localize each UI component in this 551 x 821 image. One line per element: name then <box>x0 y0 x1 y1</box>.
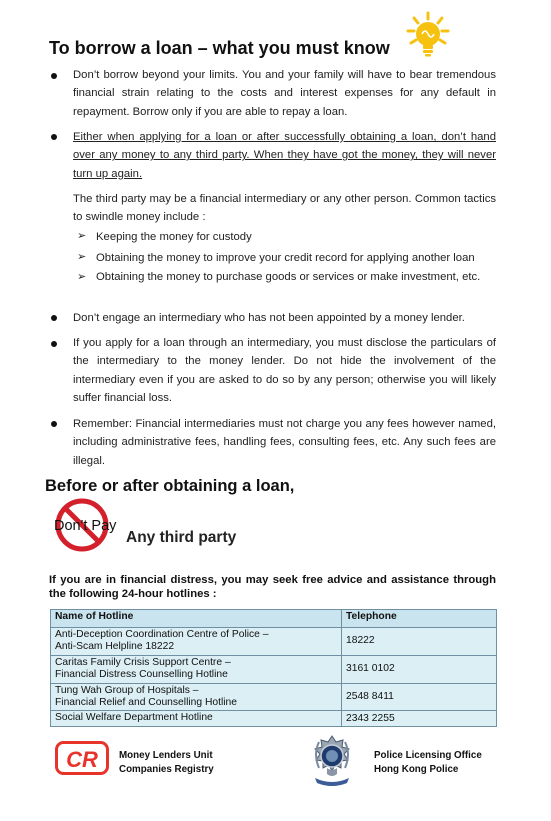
arrow-bullet-icon: ➢ <box>77 230 87 242</box>
hotline-name-cell: Social Welfare Department Hotline <box>51 711 342 727</box>
dont-pay-label: Don't Pay <box>54 518 117 534</box>
lightbulb-icon <box>405 10 451 58</box>
bullet-point <box>51 73 57 79</box>
bullet-text-fees: Remember: Financial intermediaries must not charge you any fees however named, including administrative fees, handling fees, consulting fees, etc. Any such fees are illegal. <box>73 418 496 467</box>
tactic-item: Obtaining the money to purchase goods or services or make investment, etc. <box>96 271 481 283</box>
hotline-name-cell: Tung Wah Group of Hospitals – Financial Relief and Counselling Hotline <box>51 683 342 711</box>
telephone-cell: 18222 <box>342 628 497 656</box>
bullet-text-disclose: If you apply for a loan through an intermediary, you must disclose the particulars of the intermediary to the money lender. Do not hide the involvement of the intermediary even if you are asked to do so by any person; otherwise you will likely suffer financial loss. <box>73 337 496 404</box>
bullet-point <box>51 315 57 321</box>
telephone-cell: 2548 8411 <box>342 683 497 711</box>
companies-registry-logo <box>55 741 109 775</box>
table-row <box>51 711 497 727</box>
money-lenders-unit-label: Money Lenders Unit Companies Registry <box>119 750 214 775</box>
hotline-table <box>50 609 497 727</box>
bullet-point <box>51 341 57 347</box>
before-after-heading: Before or after obtaining a loan, <box>45 477 295 495</box>
arrow-bullet-icon: ➢ <box>77 271 87 283</box>
table-row <box>51 655 497 683</box>
hotline-name-cell: Anti-Deception Coordination Centre of Police – Anti-Scam Helpline 18222 <box>51 628 342 656</box>
cr-logo-text: CR <box>66 747 98 772</box>
third-party-note: The third party may be a financial intermediary or any other person. Common tactics to swindle money include : <box>73 193 496 224</box>
distress-notice: If you are in financial distress, you may seek free advice and assistance through the following 24-hour hotlines : <box>49 574 496 601</box>
bullet-text-intermediary: Don’t engage an intermediary who has not been appointed by a money lender. <box>73 312 465 324</box>
column-header-hotline: Name of Hotline <box>51 610 342 628</box>
arrow-bullet-icon: ➢ <box>77 251 87 263</box>
bullet-text-borrow-limits: Don’t borrow beyond your limits. You and your family will have to bear tremendous financial strain relating to the costs and interest expenses for any default in repayment. Borrow only if you are able to repay a loan. <box>73 69 496 118</box>
any-third-party-label: Any third party <box>126 529 237 546</box>
police-licensing-office-label: Police Licensing Office Hong Kong Police <box>374 750 482 775</box>
bullet-point <box>51 421 57 427</box>
bullet-point <box>51 134 57 140</box>
prohibition-sign-icon <box>52 497 128 553</box>
column-header-telephone: Telephone <box>342 610 497 628</box>
hotline-name-cell: Caritas Family Crisis Support Centre – Financial Distress Counselling Hotline <box>51 655 342 683</box>
bullet-text-third-party-warning: Either when applying for a loan or after successfully obtaining a loan, don’t hand over any money to any third party. When they have got the money, they will never turn up again. <box>73 131 496 180</box>
telephone-cell: 2343 2255 <box>342 711 497 727</box>
police-crest-icon <box>307 734 357 788</box>
tactic-item: Obtaining the money to improve your credit record for applying another loan <box>96 252 475 264</box>
tactic-item: Keeping the money for custody <box>96 231 252 243</box>
table-row <box>51 628 497 656</box>
page-title: To borrow a loan – what you must know <box>49 38 390 58</box>
table-row <box>51 683 497 711</box>
telephone-cell: 3161 0102 <box>342 655 497 683</box>
table-header-row <box>51 610 497 628</box>
